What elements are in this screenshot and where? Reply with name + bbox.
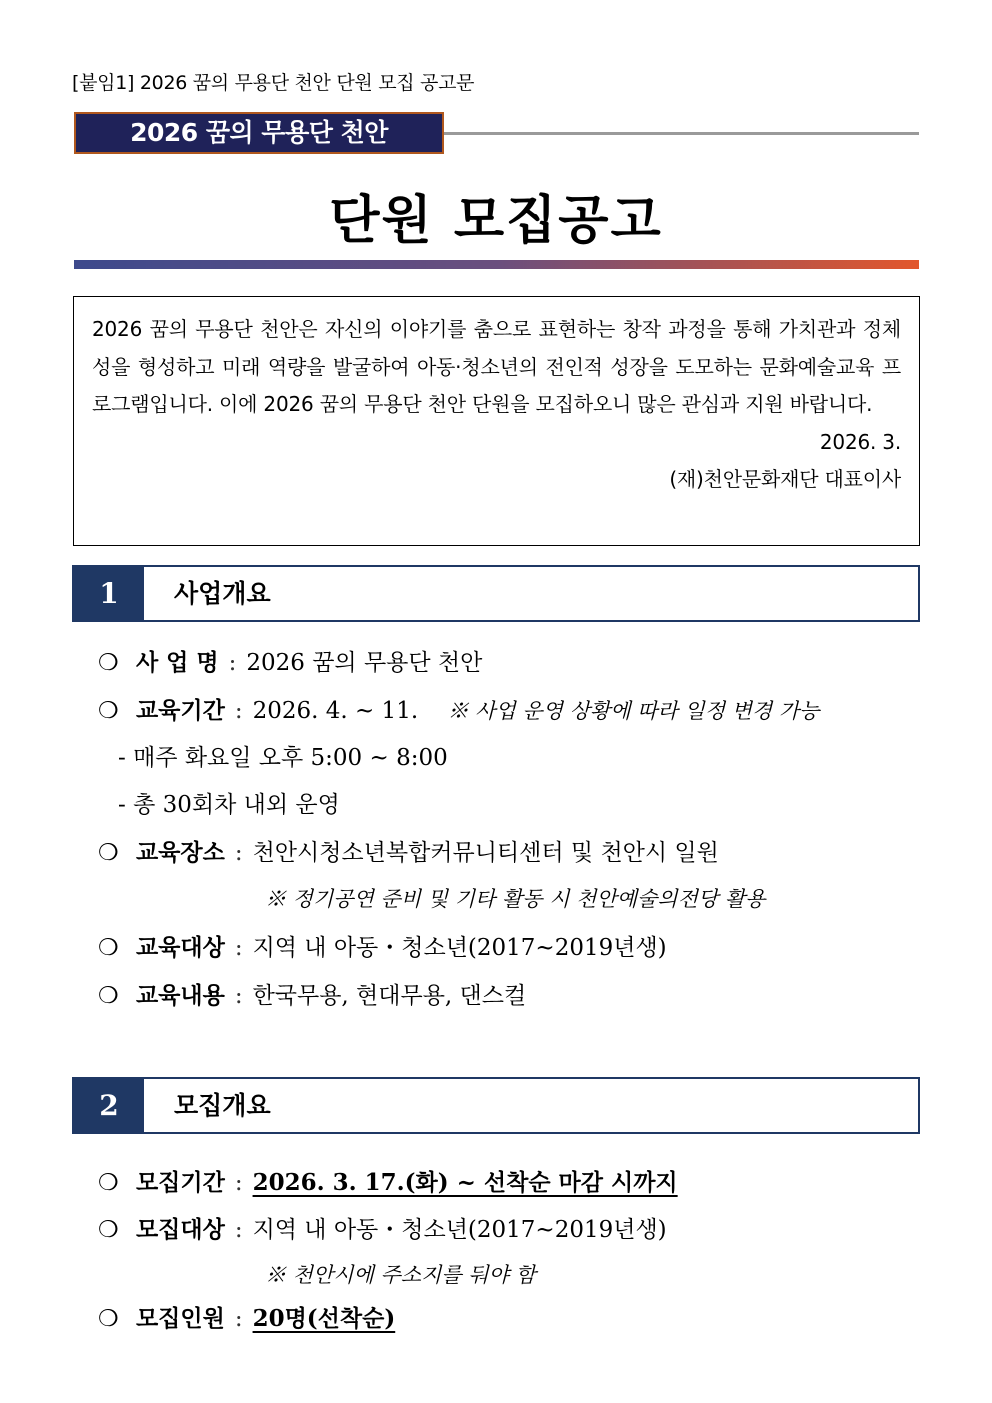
page-title: 단원 모집공고 xyxy=(329,191,663,251)
section-title: 모집개요 xyxy=(174,1091,271,1120)
item-sub-schedule: - 매주 화요일 오후 5:00 ~ 8:00 xyxy=(118,745,448,771)
item-key: 모집기간 xyxy=(135,1169,225,1196)
bullet-icon: ❍ xyxy=(98,698,119,724)
item-program-name xyxy=(98,644,482,677)
item-sub-sessions: - 총 30회차 내외 운영 xyxy=(118,792,340,818)
item-recruit-target xyxy=(98,1211,667,1244)
item-key: 모집인원 xyxy=(135,1305,225,1332)
item-key: 교육장소 xyxy=(135,839,225,866)
item-education-period xyxy=(98,692,819,725)
bullet-icon: ❍ xyxy=(98,983,119,1009)
item-value: 2026. 3. 17.(화) ~ 선착순 마감 시까지 xyxy=(252,1169,678,1196)
badge-divider xyxy=(444,132,919,135)
section-header-overview xyxy=(72,565,920,622)
section-number: 1 xyxy=(74,567,144,620)
intro-organization: (재)천안문화재단 대표이사 xyxy=(669,466,901,491)
item-key: 교육내용 xyxy=(135,982,225,1009)
item-value: 20명(선착순) xyxy=(252,1305,396,1332)
bullet-icon: ❍ xyxy=(98,650,119,676)
item-recruit-period xyxy=(98,1164,678,1197)
bullet-icon: ❍ xyxy=(98,1170,119,1196)
bullet-icon: ❍ xyxy=(98,1217,119,1243)
item-value: 한국무용, 현대무용, 댄스컬 xyxy=(252,983,527,1009)
section-title: 사업개요 xyxy=(174,579,271,608)
program-badge: 2026 꿈의 무용단 천안 xyxy=(74,112,444,154)
item-target-note: ※ 천안시에 주소지를 둬야 함 xyxy=(265,1263,536,1287)
intro-box xyxy=(73,296,920,546)
item-education-place xyxy=(98,834,719,867)
title-gradient-bar xyxy=(74,260,919,269)
item-colon: : xyxy=(234,983,243,1009)
item-value: 지역 내 아동・청소년(2017~2019년생) xyxy=(252,1217,667,1243)
item-colon: : xyxy=(234,1306,243,1332)
attachment-label: [붙임1] 2026 꿈의 무용단 천안 단원 모집 공고문 xyxy=(72,72,475,94)
item-key: 교육기간 xyxy=(135,697,225,724)
bullet-icon: ❍ xyxy=(98,935,119,961)
item-value: 2026 꿈의 무용단 천안 xyxy=(246,650,483,676)
item-value: 지역 내 아동・청소년(2017~2019년생) xyxy=(252,935,667,961)
item-colon: : xyxy=(234,698,243,724)
item-colon: : xyxy=(234,935,243,961)
item-colon: : xyxy=(234,1170,243,1196)
item-colon: : xyxy=(228,650,237,676)
bullet-icon: ❍ xyxy=(98,1306,119,1332)
item-value: 2026. 4. ~ 11. xyxy=(252,698,419,724)
bullet-icon: ❍ xyxy=(98,840,119,866)
section-header-recruitment xyxy=(72,1077,920,1134)
item-place-note: ※ 정기공연 준비 및 기타 활동 시 천안예술의전당 활용 xyxy=(265,887,766,911)
item-key: 교육대상 xyxy=(135,934,225,961)
item-key: 사 업 명 xyxy=(135,649,219,676)
item-value: 천안시청소년복합커뮤니티센터 및 천안시 일원 xyxy=(252,840,719,866)
section-number: 2 xyxy=(74,1079,144,1132)
intro-date: 2026. 3. xyxy=(819,429,901,454)
item-colon: : xyxy=(234,1217,243,1243)
item-recruit-count xyxy=(98,1300,395,1333)
item-note: ※ 사업 운영 상황에 따라 일정 변경 가능 xyxy=(447,699,820,723)
item-colon: : xyxy=(234,840,243,866)
item-education-target xyxy=(98,929,667,962)
intro-paragraph: 2026 꿈의 무용단 천안은 자신의 이야기를 춤으로 표현하는 창작 과정을 통해 가치관과 정체성을 형성하고 미래 역량을 발굴하여 아동·청소년의 전인적 성장을 도모하는 문화예술교육 프로그램입니다. 이에 2026 꿈의 무용단 천안 단원을 모집하오니 많은 관심과 지원 바랍니다. xyxy=(92,317,901,416)
item-key: 모집대상 xyxy=(135,1216,225,1243)
item-education-content xyxy=(98,977,526,1010)
